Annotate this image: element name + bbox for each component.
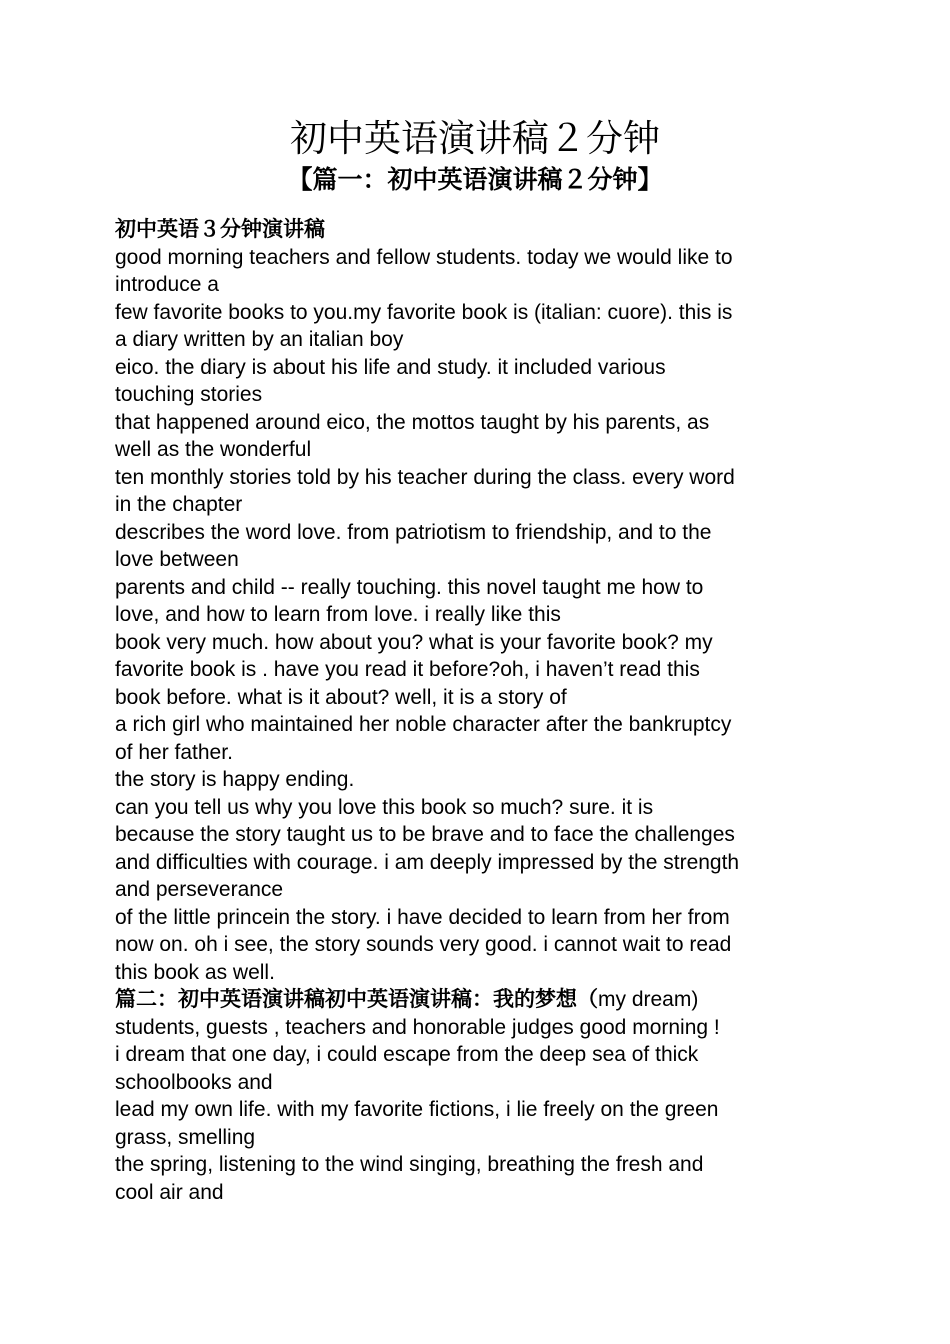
- body-line: the story is happy ending.: [115, 768, 355, 791]
- body-line: well as the wonderful: [115, 438, 312, 461]
- document-subtitle: 【篇一：初中英语演讲稿２分钟】: [287, 165, 663, 194]
- body-line: the spring, listening to the wind singing, breathing the fresh and: [115, 1153, 704, 1176]
- body-line: schoolbooks and: [115, 1070, 273, 1094]
- section-heading-2: [115, 986, 845, 1014]
- body-line: describes the word love. from patriotism to friendship, and to the: [115, 520, 712, 544]
- body-line: i dream that one day, i could escape from the deep sea of thick: [115, 1043, 699, 1066]
- document-title: 初中英语演讲稿２分钟: [290, 117, 660, 160]
- body-line: grass, smelling: [115, 1125, 256, 1149]
- body-line: can you tell us why you love this book so much? sure. it is: [115, 795, 654, 819]
- section-heading-2-bold: 篇二：初中英语演讲稿初中英语演讲稿：我的梦想（: [115, 988, 598, 1011]
- body-line: good morning teachers and fellow students. today we would like to: [115, 245, 733, 269]
- body-line: favorite book is . have you read it before?oh, i haven’t read this: [115, 658, 700, 681]
- body-line: in the chapter: [115, 493, 243, 516]
- body-line: parents and child -- really touching. this novel taught me how to: [115, 575, 704, 599]
- body-line: few favorite books to you.my favorite book is (italian: cuore). this is: [115, 300, 733, 324]
- body-line: book very much. how about you? what is your favorite book? my: [115, 630, 713, 654]
- body-line: because the story taught us to be brave and to face the challenges: [115, 823, 735, 846]
- body-line: this book as well.: [115, 960, 275, 984]
- body-line: ten monthly stories told by his teacher during the class. every word: [115, 465, 735, 489]
- body-line: eico. the diary is about his life and study. it included various: [115, 355, 666, 379]
- body-line: students, guests , teachers and honorable judges good morning !: [115, 1015, 720, 1039]
- body-line: and difficulties with courage. i am deeply impressed by the strength: [115, 850, 740, 874]
- body-line: love, and how to learn from love. i really like this: [115, 603, 561, 626]
- body-line: a rich girl who maintained her noble character after the bankruptcy: [115, 713, 732, 736]
- section-heading-1: 初中英语３分钟演讲稿: [115, 218, 325, 241]
- body-line: now on. oh i see, the story sounds very good. i cannot wait to read: [115, 933, 732, 956]
- body-line: lead my own life. with my favorite fictions, i lie freely on the green: [115, 1098, 719, 1121]
- body-line: of her father.: [115, 740, 233, 764]
- body-line: introduce a: [115, 273, 219, 296]
- body-line: a diary written by an italian boy: [115, 328, 404, 351]
- body-line: and perseverance: [115, 878, 284, 901]
- section-heading-2-english: my dream): [598, 988, 699, 1011]
- body-line: touching stories: [115, 383, 263, 406]
- document-body: [115, 216, 845, 1206]
- body-line: cool air and: [115, 1180, 224, 1204]
- body-line: love between: [115, 548, 239, 571]
- body-line: of the little princein the story. i have decided to learn from her from: [115, 905, 730, 929]
- body-line: book before. what is it about? well, it is a story of: [115, 685, 567, 709]
- body-line: that happened around eico, the mottos taught by his parents, as: [115, 410, 710, 434]
